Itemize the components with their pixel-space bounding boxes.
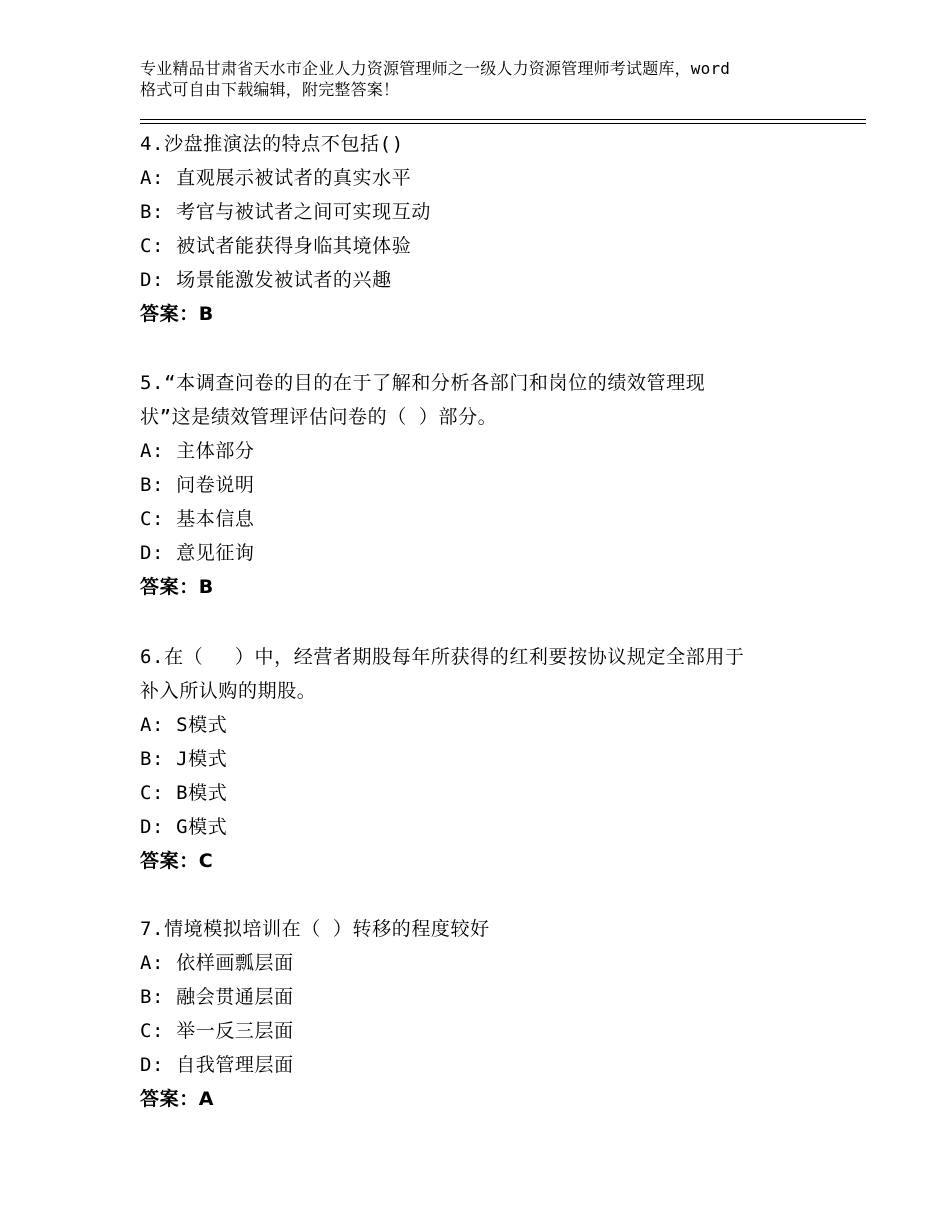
option-d: D: G模式 [140,816,228,838]
option-b: B: J模式 [140,748,228,770]
question-4 [140,127,820,331]
option-c: C: 被试者能获得身临其境体验 [140,235,412,257]
option-c: C: 基本信息 [140,508,255,530]
option-a: A: 主体部分 [140,440,255,462]
option-a: A: S模式 [140,714,228,736]
question-5 [140,366,820,604]
option-d: D: 场景能激发被试者的兴趣 [140,269,392,291]
answer-label: 答案：B [140,303,214,325]
question-stem: 4.沙盘推演法的特点不包括() [140,133,404,155]
header-divider-bottom [140,123,866,124]
option-c: C: B模式 [140,782,228,804]
option-b: B: 问卷说明 [140,474,255,496]
question-6 [140,640,820,878]
option-a: A: 直观展示被试者的真实水平 [140,167,412,189]
question-7 [140,912,820,1116]
header-divider-top [140,119,866,120]
document-header [140,58,840,100]
question-stem-line-1: 5.“本调查问卷的目的在于了解和分析各部门和岗位的绩效管理现 [140,372,706,394]
option-b: B: 融会贯通层面 [140,986,294,1008]
option-d: D: 意见征询 [140,542,255,564]
question-stem-line-1: 6.在（ ）中，经营者期股每年所获得的红利要按协议规定全部用于 [140,646,745,668]
question-stem-line-2: 补入所认购的期股。 [140,680,317,702]
answer-label: 答案：C [140,850,214,872]
option-d: D: 自我管理层面 [140,1054,294,1076]
option-a: A: 依样画瓢层面 [140,952,294,974]
header-title-line-2: 格式可自由下载编辑，附完整答案！ [140,80,400,99]
option-b: B: 考官与被试者之间可实现互动 [140,201,431,223]
question-stem: 7.情境模拟培训在（ ）转移的程度较好 [140,918,490,940]
option-c: C: 举一反三层面 [140,1020,294,1042]
answer-label: 答案：A [140,1088,215,1110]
question-stem-line-2: 状”这是绩效管理评估问卷的（ ）部分。 [140,406,498,428]
answer-label: 答案：B [140,576,214,598]
header-title-line-1: 专业精品甘肃省天水市企业人力资源管理师之一级人力资源管理师考试题库，word [140,59,731,78]
